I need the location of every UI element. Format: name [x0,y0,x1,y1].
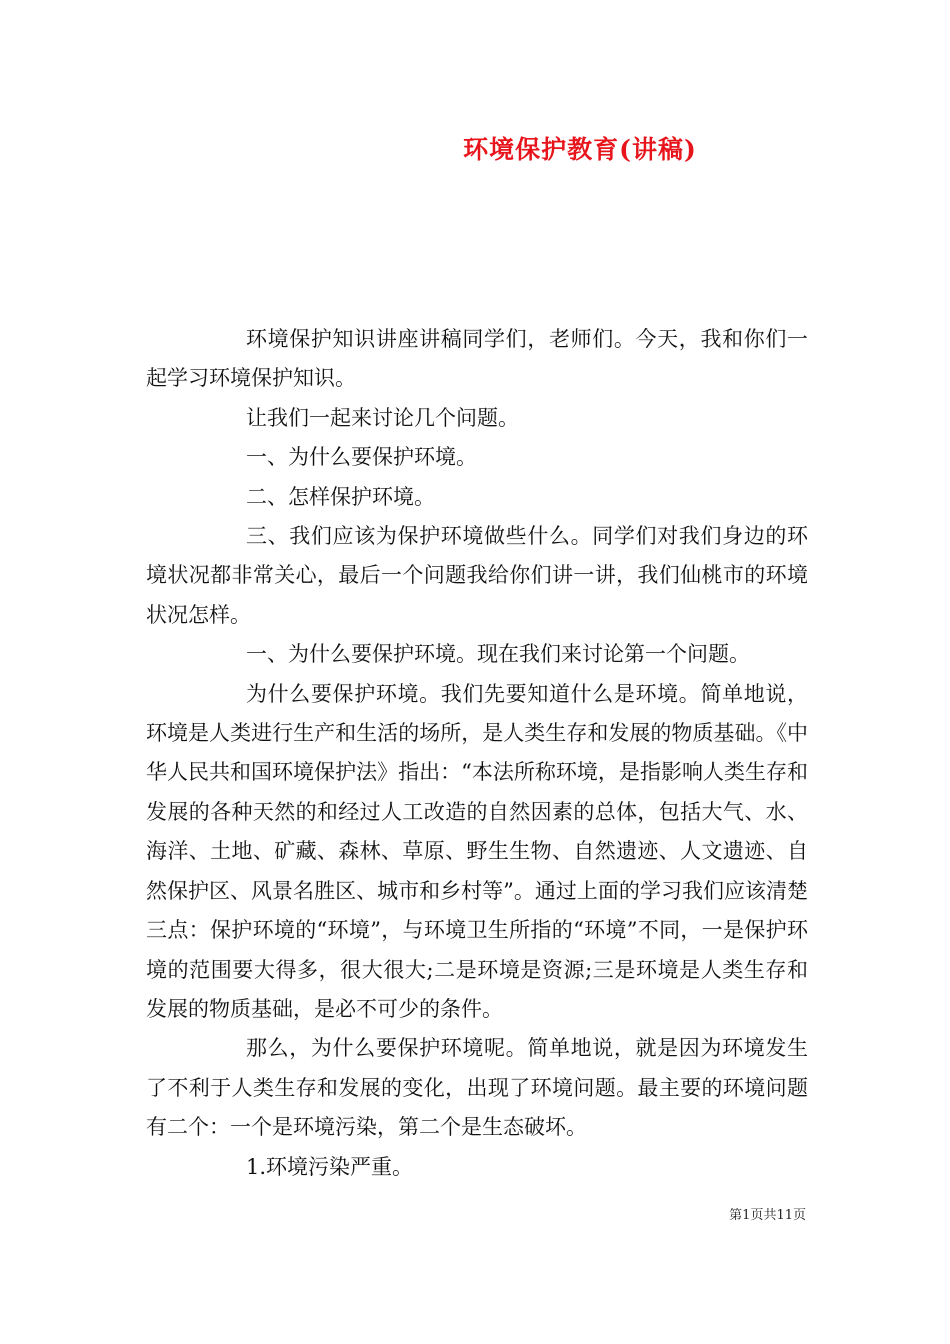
paragraph-section-1-heading: 一、为什么要保护环境。现在我们来讨论第一个问题。 [246,642,750,667]
document-body [146,320,808,1187]
paragraph-discussion: 让我们一起来讨论几个问题。 [246,405,519,430]
paragraph-pollution-heading: 1.环境污染严重。 [246,1154,414,1179]
page-number-footer: 第1页共11页 [729,1208,806,1223]
paragraph-question-1: 一、为什么要保护环境。 [246,445,477,470]
paragraph-question-2: 二、怎样保护环境。 [246,484,435,509]
paragraph-question-3: 三、我们应该为保护环境做些什么。同学们对我们身边的环境状况都非常关心，最后一个问题我给你们讲一讲，我们仙桃市的环境状况怎样。 [146,524,808,627]
paragraph-environment-definition: 为什么要保护环境。我们先要知道什么是环境。简单地说，环境是人类进行生产和生活的场所，是人类生存和发展的物质基础。《中华人民共和国环境保护法》指出：“本法所称环境，是指影响人类生存和发展的各种天然的和经过人工改造的自然因素的总体，包括大气、水、海洋、土地、矿藏、森林、草原、野生生物、自然遗迹、人文遗迹、自然保护区、风景名胜区、城市和乡村等”。通过上面的学习我们应该清楚三点：保护环境的“环境”，与环境卫生所指的“环境”不同，一是保护环境的范围要大得多，很大很大;二是环境是资源;三是环境是人类生存和发展的物质基础，是必不可少的条件。 [146,681,808,1021]
paragraph-intro: 环境保护知识讲座讲稿同学们，老师们。今天，我和你们一起学习环境保护知识。 [146,327,808,391]
document-title: 环境保护教育(讲稿) [463,135,697,164]
paragraph-why-protect: 那么，为什么要保护环境呢。简单地说，就是因为环境发生了不利于人类生存和发展的变化，出现了环境问题。最主要的环境问题有二个：一个是环境污染，第二个是生态破坏。 [146,1036,808,1140]
